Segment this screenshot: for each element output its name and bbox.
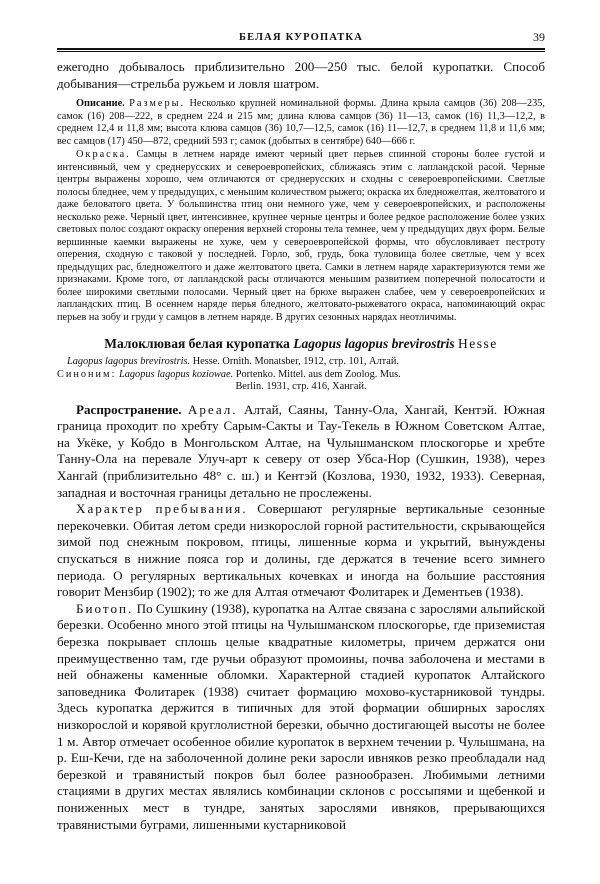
coloring-label: Окраска. [76, 149, 131, 161]
subspecies-title-author: Hesse [457, 336, 498, 352]
subspecies-title-ru: Малоклювая белая куропатка [104, 336, 290, 352]
synonym-label: Синоним: [57, 368, 117, 380]
areal-label: Ареал. [187, 401, 238, 417]
header-rule-thin [57, 51, 545, 52]
stay-label: Характер пребывания. [76, 501, 248, 517]
header-rule [57, 48, 545, 50]
subspecies-heading [57, 335, 545, 352]
sizes-text: Несколько крупней номинальной формы. Длина крыла самцов (36) 208—235, самок (16) 208—222, в среднем 224 и 215 мм; длина клюва самцов (36) 11—13, самок (16) 11,3—12,2, в среднем 12,4 и 11,8 мм; высота клюва самцов (36) 10,7—12,5, самок (16) 11—12,7, в среднем 11,8 и 11,6 мм; вес самцов (17) 450—872, средний 593 г; самок (добытых в сентябре) 640—666 г. [57, 98, 545, 147]
description-sizes [57, 98, 545, 148]
synonym2-ref: Portenko. Mittel. aus dem Zoolog. Mus. [235, 368, 401, 380]
intro-paragraph: ежегодно добывалось приблизительно 200—250 тыс. белой куропатки. Способ добывания—стрельба ружьем и ловля шатром. [57, 59, 545, 91]
running-title: БЕЛАЯ КУРОПАТКА [238, 32, 364, 43]
subspecies-title-latin: Lagopus lagopus brevirostris [293, 336, 455, 352]
distribution-biotope [57, 601, 545, 833]
page-number: 39 [533, 30, 545, 44]
synonym-line-1 [57, 356, 545, 369]
synonym-line-3 [57, 381, 545, 394]
sizes-label: Размеры. [129, 98, 186, 110]
distribution-stay [57, 501, 545, 601]
distribution-label: Распространение. [76, 401, 182, 417]
areal-text: Алтай, Саяны, Танну-Ола, Хангай, Кентэй. Южная граница проходит по хребту Сарым-Сакты и Тау-Текель в Южном Советском Алтае, на Укёке, у Кобдо в Монгольском Алтае, на Чулышманском плоскогорье и хребте Танну-Ола на перевале Улуч-арт к северу от озер Убса-Нор (Сушкин, 1938), через Хангай (приблизительно 48° с. ш.) и Кентэй (Козлова, 1930, 1932, 1933). Северная, западная и восточная границы детально не прослежены. [57, 401, 545, 500]
book-page [57, 30, 545, 833]
coloring-text: Самцы в летнем наряде имеют черный цвет перьев спинной стороны более густой и интенсивный, чем у среднерусских и североевропейских, сближаясь этим с лапландской расой. Черные центры выражены хорошо, чем отличаются от среднерусских и сходны с североевропейскими. Светлые полосы бледнее, чем у предыдущих, с меньшим количеством рыжего; окраска их бледножелтая, желтоватого и даже беловатого цвета. У большинства птиц они немного уже, чем у североевропейских, и расположены несколько реже. Черный цвет, интенсивнее, крупнее черные центры и более редкое расположение более узких световых полос создают окраску оперения верхней стороны тела темнее, чем у предыдущих двух форм. Белые вершинные каемки выражены не хуже, чем у североевропейской формы, что обусловливает пестроту оперения, сходную с таковой у последней. Горло, зоб, грудь, бока туловища более светлые, чем у всех предыдущих рас, бледножелтого и даже желтоватого цвета. Самки в летнем наряде характеризуются теми же признаками. Кроме того, от лапландской расы отличаются меньшим развитием поперечной полосатости и более широкими светлыми полосами. Черный цвет на брюхе выражен слабее, чем у североевропейских и лапландских птиц. В осеннем наряде перья бледного, желтовато-рыжеватого окраса, напоминающий окрас перьев на зобу и груди у самцов в летнем наряде. В других сезонных нарядах неотличимы. [57, 149, 545, 323]
synonym2-latin: Lagopus lagopus koziowae. [119, 368, 234, 380]
distribution-areal [57, 402, 545, 502]
synonym2-ref-line2: Berlin. 1931, стр. 416, Хангай. [235, 381, 367, 393]
synonym-line-2 [57, 369, 545, 382]
biotope-label: Биотоп. [76, 600, 134, 616]
biotope-text: По Сушкину (1938), куропатка на Алтае связана с зарослями альпийской березки. Особенно много этой птицы на Чулышманском плоскогорье, где приземистая березка покрывает сплошь целые квадратные километры, причем держатся они преимущественно там, где ручьи образуют промоины, почва заболочена и местами в ней обнажены каменные обломки. Характерной стадией куропаток Алтайского заповедника Фолитарек (1938) считает формацию мохово-кустарниковой тундры. Здесь куропатка держится в типичных для этой формации обширных зарослях низкорослой и корявой круглолистной березки, обычно достигающей высоты не более 1 м. Автор отмечает особенное обилие куропаток в верхнем течении р. Чулышмана, на р. Еш-Кечи, где на заболоченной долине реки заросли ивняков резко преобладали над березкой и травянистый покров был более разнообразен. Любимыми летними стациями в других местах являлись комбинации склонов с россыпями и щебенкой и пониженных мест в тундре, занятых зарослями ивняков, прерывающихся травянистыми буграми, лишенными кустарниковой [57, 600, 545, 832]
running-header [57, 30, 545, 46]
synonym-latin: Lagopus lagopus brevirostris. [67, 356, 191, 368]
synonym-ref: Hesse. Ornith. Monatsber, 1912, стр. 101, Алтай. [192, 356, 399, 368]
description-label: Описание. [76, 98, 125, 110]
stay-text: Совершают регулярные вертикальные сезонные перекочевки. Обитая летом среди низкорослой горной растительности, скрывающейся зимой под снежным покровом, птицы, лишенные корма и укрытий, вынуждены спускаться в нижние пояса гор и долины, где держатся в течение всего зимнего периода. О регулярных вертикальных кочевках и иногда на большие расстояния говорит Мензбир (1902); то же для Алтая отмечают Фолитарек и Дементьев (1938). [57, 501, 545, 600]
description-coloring [57, 149, 545, 324]
